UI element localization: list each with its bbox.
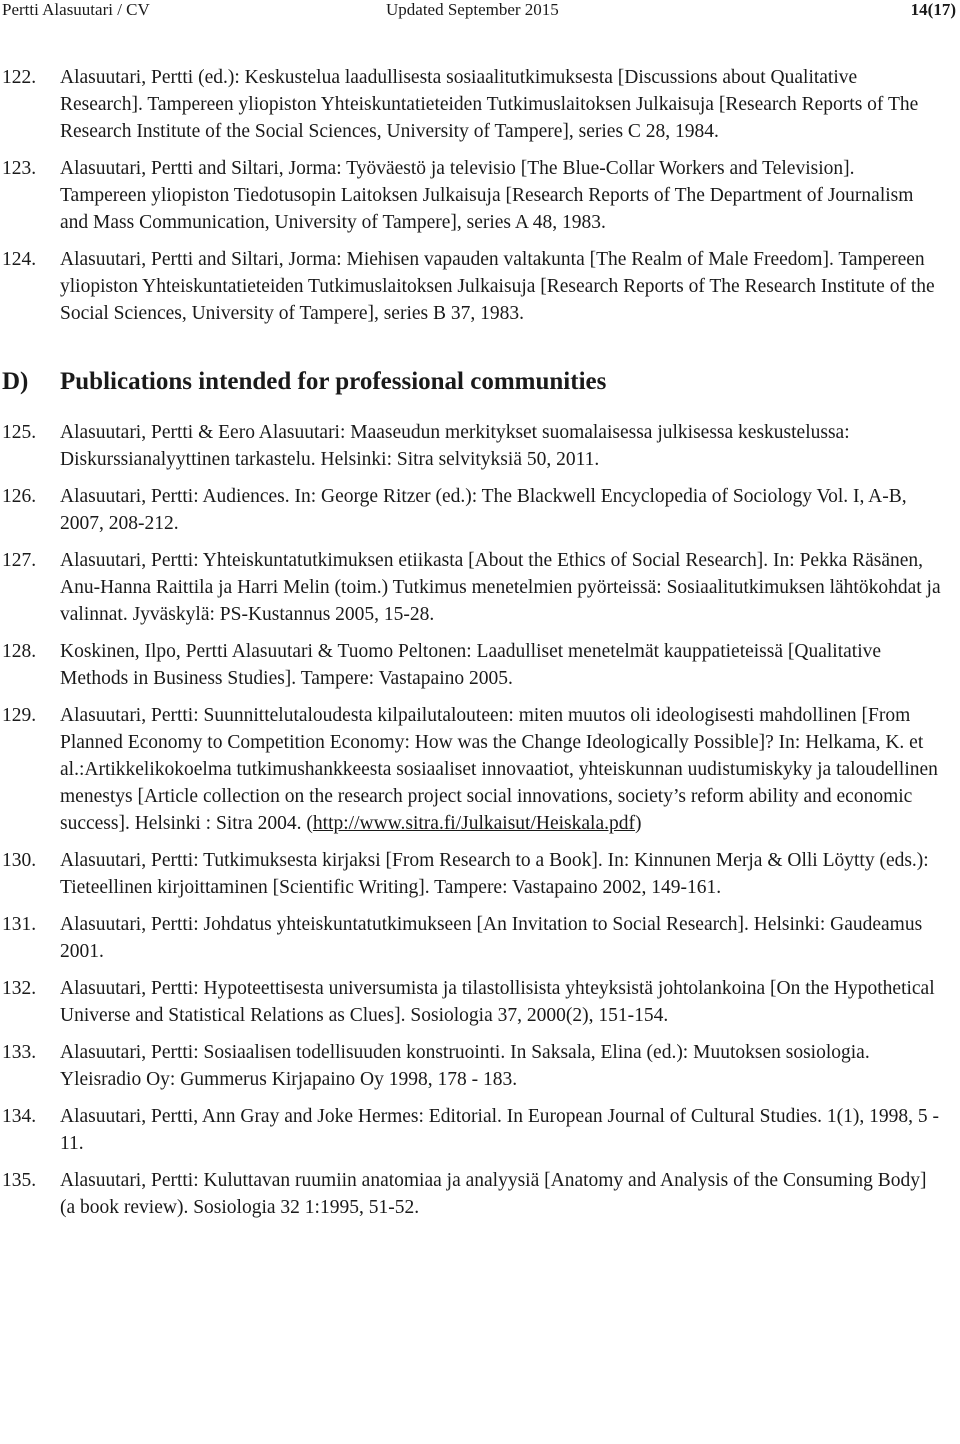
entry-number: 128. <box>2 641 37 662</box>
entry-text: Alasuutari, Pertti & Eero Alasuutari: Maaseudun merkitykset suomalaisessa julkisessa keskustelussa: Diskurssianalyyttinen tarkastelu. Helsinki: Sitra selvityksiä 50, 2011. <box>60 422 850 470</box>
entry-text: Alasuutari, Pertti: Johdatus yhteiskuntatutkimukseen [An Invitation to Social Research]. Helsinki: Gaudeamus 2001. <box>60 914 923 962</box>
entry-text: Alasuutari, Pertti: Sosiaalisen todellisuuden konstruointi. In Saksala, Elina (ed.): Muutoksen sosiologia. Yleisradio Oy: Gummerus Kirjapaino Oy 1998, 178 - 183. <box>60 1042 870 1090</box>
header-updated: Updated September 2015 <box>386 0 559 19</box>
entry-text: Alasuutari, Pertti: Audiences. In: George Ritzer (ed.): The Blackwell Encyclopedia of Sociology Vol. I, A-B, 2007, 208-212. <box>60 486 907 534</box>
entry-number: 132. <box>2 978 37 999</box>
document-body <box>0 64 960 1231</box>
publication-entry <box>0 1167 960 1221</box>
page-header <box>0 0 960 24</box>
publication-entry <box>0 64 960 145</box>
section-title: Publications intended for professional communities <box>60 368 607 395</box>
entry-number: 134. <box>2 1106 37 1127</box>
publication-link[interactable]: http://www.sitra.fi/Julkaisut/Heiskala.pdf <box>312 813 635 834</box>
entry-text: Alasuutari, Pertti, Ann Gray and Joke Hermes: Editorial. In European Journal of Cultural Studies. 1(1), 1998, 5 - 11. <box>60 1106 939 1154</box>
entry-number: 131. <box>2 914 37 935</box>
entry-text-main: Alasuutari, Pertti: Suunnittelutaloudesta kilpailutalouteen: miten muutos oli ideologisesti mahdollinen [From Planned Economy to Competition Economy: How was the Change Ideologically Possible]? In: Helkama, K. et al.:Artikkelikokoelma tutkimushankkeesta sosiaaliset innovaatiot, yhteiskunnan uudistumiskyky ja taloudellinen menestys [Article collection on the research project social innovations, society’s reform ability and economic success]. Helsinki : Sitra 2004. ( <box>60 705 938 834</box>
header-author: Pertti Alasuutari / CV <box>2 0 150 19</box>
entry-text-close: ) <box>635 813 642 834</box>
entry-number: 130. <box>2 850 37 871</box>
section-heading <box>0 367 960 397</box>
entry-number: 125. <box>2 422 37 443</box>
entry-number: 123. <box>2 158 37 179</box>
publication-entry <box>0 847 960 901</box>
publication-entry <box>0 155 960 236</box>
entry-number: 127. <box>2 550 37 571</box>
entry-text: Alasuutari, Pertti: Tutkimuksesta kirjaksi [From Research to a Book]. In: Kinnunen Merja & Olli Löytty (eds.): Tieteellinen kirjoittaminen [Scientific Writing]. Tampere: Vastapaino 2002, 149-161. <box>60 850 929 898</box>
entry-number: 133. <box>2 1042 37 1063</box>
publication-entry <box>0 419 960 473</box>
publication-entry <box>0 246 960 327</box>
entry-number: 126. <box>2 486 37 507</box>
publication-entry <box>0 547 960 628</box>
entry-text: Alasuutari, Pertti: Yhteiskuntatutkimuksen etiikasta [About the Ethics of Social Research]. In: Pekka Räsänen, Anu-Hanna Raittila ja Harri Melin (toim.) Tutkimus menetelmien pyörteissä: Sosiaalitutkimuksen lähtökohdat ja valinnat. Jyväskylä: PS-Kustannus 2005, 15-28. <box>60 550 941 625</box>
publication-entry <box>0 911 960 965</box>
entry-text: Alasuutari, Pertti and Siltari, Jorma: Työväestö ja televisio [The Blue-Collar Workers and Television]. Tampereen yliopiston Tiedotusopin Laitoksen Julkaisuja [Research Reports of The Department of Journalism and Mass Communication, University of Tampere], series A 48, 1983. <box>60 158 914 233</box>
entry-text <box>60 702 942 837</box>
publication-entry <box>0 975 960 1029</box>
entry-text: Alasuutari, Pertti: Kuluttavan ruumiin anatomiaa ja analyysiä [Anatomy and Analysis of the Consuming Body] (a book review). Sosiologia 32 1:1995, 51-52. <box>60 1170 927 1218</box>
entry-number: 129. <box>2 705 37 726</box>
publication-entry <box>0 483 960 537</box>
header-page-number: 14(17) <box>910 0 956 19</box>
publication-entry <box>0 638 960 692</box>
entry-text: Alasuutari, Pertti and Siltari, Jorma: Miehisen vapauden valtakunta [The Realm of Male Freedom]. Tampereen yliopiston Yhteiskuntatieteiden Tutkimuslaitoksen Julkaisuja [Research Reports of The Research Institute of the Social Sciences, University of Tampere], series B 37, 1983. <box>60 249 935 324</box>
entry-text: Koskinen, Ilpo, Pertti Alasuutari & Tuomo Peltonen: Laadulliset menetelmät kauppatieteissä [Qualitative Methods in Business Studies]. Tampere: Vastapaino 2005. <box>60 641 882 689</box>
publication-entry <box>0 702 960 837</box>
entry-number: 122. <box>2 67 37 88</box>
entry-number: 135. <box>2 1170 37 1191</box>
entry-number: 124. <box>2 249 37 270</box>
publication-entry <box>0 1039 960 1093</box>
publication-entry <box>0 1103 960 1157</box>
entry-text: Alasuutari, Pertti: Hypoteettisesta universumista ja tilastollisista yhteyksistä johtolankoina [On the Hypothetical Universe and Statistical Relations as Clues]. Sosiologia 37, 2000(2), 151-154. <box>60 978 935 1026</box>
entry-text: Alasuutari, Pertti (ed.): Keskustelua laadullisesta sosiaalitutkimuksesta [Discussions about Qualitative Research]. Tampereen yliopiston Yhteiskuntatieteiden Tutkimuslaitoksen Julkaisuja [Research Reports of The Research Institute of the Social Sciences, University of Tampere], series C 28, 1984. <box>60 67 919 142</box>
section-letter: D) <box>2 368 29 395</box>
